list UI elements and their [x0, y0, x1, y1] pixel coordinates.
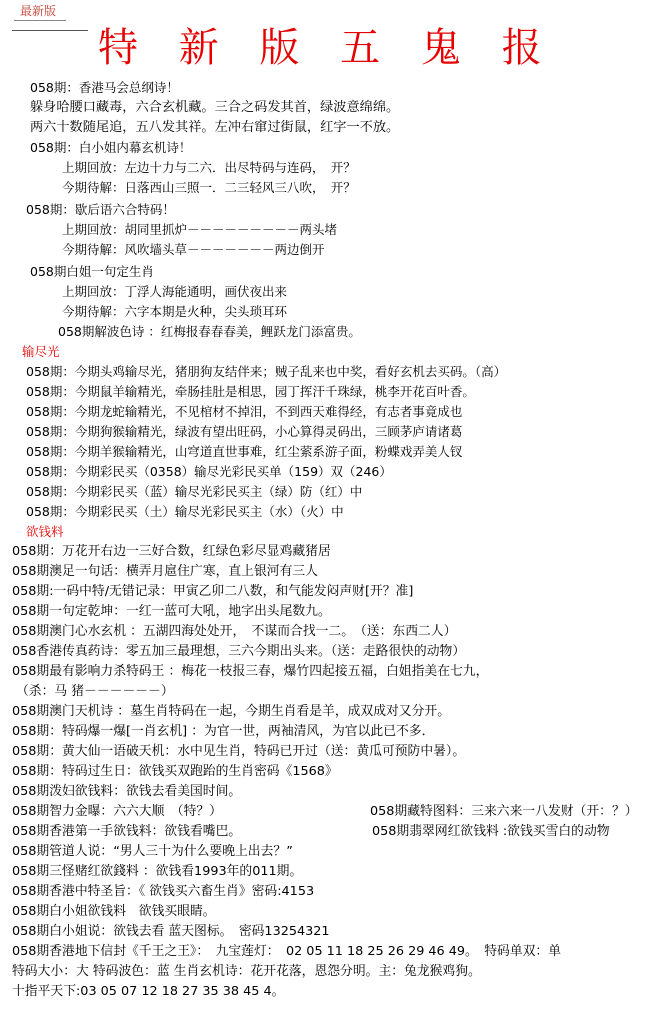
line-horse-poem-heading: 058期：香港马会总纲诗！: [30, 80, 179, 95]
line-lose-7: 058期：今期彩民买（蓝）输尽光彩民买主（绿）防（红）中: [26, 484, 363, 499]
line-money-1: 058期：万花开右边一三好合数，红绿色彩尽显鸡藏猪居: [12, 544, 331, 559]
line-proverb-heading: 058期：歇后语六合特码！: [26, 202, 175, 217]
line-lose-4: 058期：今期狗猴输精光，绿波有望出旺码，小心算得灵码出，三顾茅庐请诸葛: [26, 424, 463, 439]
line-lose-2: 058期：今期鼠羊输精光，牵肠挂肚是相思，园丁挥汗千珠绿，桃李开花百叶香。: [26, 384, 475, 399]
line-horse-poem-1: 躲身哈腰口藏毒，六合玄机藏。三合之码发其首，绿波意绵绵。: [30, 100, 400, 115]
line-proverb-current: 今期待解：风吹墙头草－－－－－－－两边倒开: [62, 242, 325, 257]
line-money-3: 058期:一码中特/无错记录：甲寅乙卯二八数，和气能发闷声财[开？准]: [12, 584, 414, 599]
line-lose-6: 058期：今期彩民买（0358）输尽光彩民买单（159）双（246）: [26, 464, 392, 479]
section-heading-want-money: 欲钱料: [26, 524, 64, 539]
header-divider: [12, 30, 88, 31]
line-zodiac-last: 上期回放：丁浮人海能通明，画伏夜出来: [62, 284, 288, 299]
line-horse-poem-2: 两六十数随尾追，五八发其祥。左冲右窜过街鼠，红字一不放。: [30, 120, 400, 135]
line-white-lady-heading: 058期：白小姐内幕玄机诗！: [30, 140, 192, 155]
line-money-4: 058期一句定乾坤：一红一蓝可大吼，地字出头尾数九。: [12, 604, 331, 619]
line-money-8: （杀：马 猪－－－－－－）: [16, 684, 174, 699]
line-zodiac-current: 今期待解：六字本期是火种，尖头琐耳环: [62, 304, 288, 319]
line-money-14a: 058期智力金曝：六六大顺 （特？）: [12, 804, 222, 819]
line-money-15a: 058期香港第一手欲钱料：欲钱看嘴巴。: [12, 824, 242, 839]
line-proverb-last: 上期回放：胡同里抓炉－－－－－－－－－两头堵: [62, 222, 338, 237]
line-money-5: 058期澳门心水玄机 ：五湖四海处处开， 不谋而合找一二。 （送：东西二人）: [12, 624, 457, 639]
line-zodiac-heading: 058期白姐一句定生肖: [30, 264, 154, 279]
line-money-10: 058期：特码爆一爆[一肖玄机] ：为官一世，两袖清风，为官以此已不多．: [12, 724, 435, 739]
line-money-15b: 058期翡翠网红欲钱料 :欲钱买雪白的动物: [372, 824, 610, 839]
line-white-lady-last: 上期回放：左边十力与二六．出尽特码与连码， 开？: [62, 160, 356, 175]
line-lose-5: 058期：今期羊猴输精光，山穹道直世事难，红尘萦系游子面，粉蝶戏弄美人钗: [26, 444, 463, 459]
line-wave-color-poem: 058期解波色诗 ：红梅报春春春美，鲤跃龙门添富贵。: [58, 324, 361, 339]
line-money-11: 058期：黄大仙一语破天机：水中见生肖，特码已开过（送：黄瓜可预防中暑）。: [12, 744, 466, 759]
line-money-12: 058期：特码过生日：欲钱买双跑跆的生肖密码《1568》: [12, 764, 338, 779]
line-money-2: 058期澳足一句话：横弄月扈住广寒，直上银河有三人: [12, 564, 318, 579]
line-lose-8: 058期：今期彩民买（土）输尽光彩民买主（水）（火）中: [26, 504, 344, 519]
section-heading-lose-all: 输尽光: [22, 344, 60, 359]
latest-edition-badge: 最新版: [14, 2, 66, 21]
line-money-20: 058期白小姐说：欲钱去看 蓝天图标。 密码13254321: [12, 924, 330, 939]
line-money-21: 058期香港地下信封《千王之王》： 九宝莲灯： 02 05 11 18 25 26 29 46 49。 特码单双：单: [12, 944, 562, 959]
line-money-19: 058期白小姐欲钱料 欲钱买眼睛。: [12, 904, 216, 919]
line-money-6: 058香港传真药诗：零五加三最理想，三六今期出头来。（送：走路很快的动物）: [12, 644, 466, 659]
line-money-17: 058期三怪赌红欲錢料 ：欲钱看1993年的011期。: [12, 864, 303, 879]
line-money-7: 058期最有影响力杀特码王 ：梅花一枝报三春，爆竹四起接五福，白姐指美在七九，: [12, 664, 489, 679]
line-money-9: 058期澳门天机诗 ：墓生肖特码在一起，今期生肖看是羊，成双成对又分开。: [12, 704, 450, 719]
line-lose-1: 058期：今期头鸡输尽光，猪朋狗友结伴来；贼子乱来也中奖，看好玄机去买码。（高）: [26, 364, 507, 379]
line-money-22: 特码大小：大 特码波色：蓝 生肖玄机诗：花开花落，恩怨分明。主：兔龙猴鸡狗。: [12, 964, 481, 979]
line-money-16: 058期管道人说：“男人三十为什么要晚上出去？”: [12, 844, 293, 859]
line-money-14b: 058期藏特图料：三来六来一八发财（开：？）: [370, 804, 638, 819]
line-money-23: 十指平天下:03 05 07 12 18 27 35 38 45 4。: [12, 984, 285, 999]
line-white-lady-current: 今期待解：日落西山三照一．二三轻风三八吹， 开？: [62, 180, 356, 195]
line-lose-3: 058期：今期龙蛇输精光，不见棺材不掉泪，不到西天难得经，有志者事竟成也: [26, 404, 463, 419]
page-title: 特 新 版 五 鬼 报: [98, 25, 556, 71]
line-money-18: 058期香港中特圣旨：《 欲钱买六畜生肖》密码:4153: [12, 884, 315, 899]
line-money-13: 058期泼妇欲钱料：欲钱去看美国时间。: [12, 784, 242, 799]
